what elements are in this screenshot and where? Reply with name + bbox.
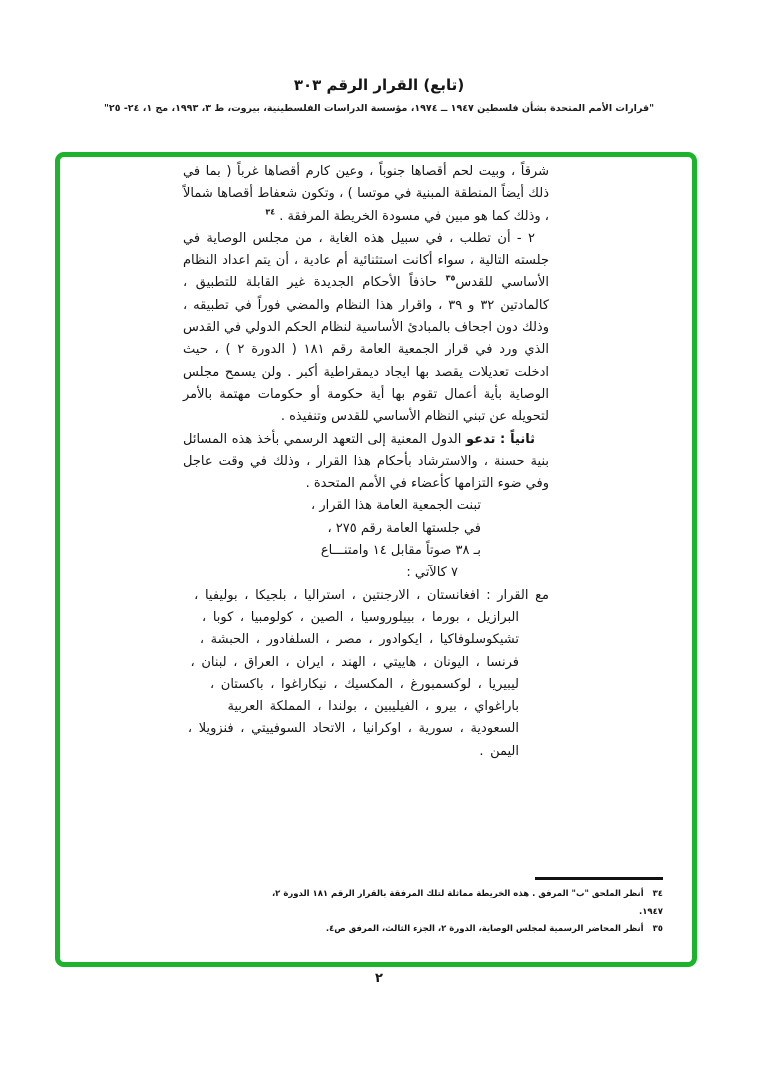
paragraph-secondly <box>183 429 549 496</box>
footnote-number: ٣٤ <box>652 889 663 899</box>
paragraph-text: حاذفاً الأحكام الجديدة غير القابلة للتطبيق ، كالمادتين ٣٢ و ٣٩ ، واقرار هذا النظام والمضي فوراً في تطبيقه ، وذلك دون اجحاف بالمبادئ الأساسية لنظام الحكم الدولي في القدس الذي ورد في قرار الجمعية العامة رقم ١٨١ ( الدورة ٢ ) ، حيث ادخلت تعديلات يقصد بها ايجاد ديمقراطية أكبر . ولن يسمح مجلس الوصاية بأية أعمال تقوم بها أية حكومة أو حكومات مهتمة بالأمر لتحويله عن تبني النظام الأساسي للقدس وتنفيذه . <box>183 275 550 425</box>
footnote-text: أنظر الملحق "ب" المرفق . هذه الخريطة مماثلة لتلك المرفقة بالقرار الرقم ١٨١ الدورة ٢، ١٩٤٧. <box>271 889 663 917</box>
paragraph-clause-2 <box>183 228 549 429</box>
vote-for-countries: افغانستان ، الارجنتين ، استراليا ، بلجيكا ، بوليفيا ، البرازيل ، بورما ، بييلوروسيا ، الصين ، كولومبيا ، كوبا ، تشيكوسلوفاكيا ، ايكوادور ، مصر ، السلفادور ، الحبشة ، فرنسا ، اليونان ، هاييتي ، الهند ، ايران ، العراق ، لبنان ، ليبيريا ، لوكسمبورغ ، المكسيك ، نيكاراغوا ، باكستان ، باراغواي ، بيرو ، الفيليبين ، بولندا ، المملكة العربية السعودية ، سورية ، اوكرانيا ، الاتحاد السوفييتي ، فنزويلا ، اليمن . <box>187 587 519 759</box>
footnote-35 <box>263 921 663 939</box>
footnote-separator <box>535 877 663 880</box>
vote-for-paragraph <box>183 585 549 763</box>
footnote-text: أنظر المحاضر الرسمية لمجلس الوصاية، الدورة ٢، الجزء الثالث، المرفق ص٤. <box>325 924 644 934</box>
paragraph-text: الدول المعنية إلى التعهد الرسمي بأخذ هذه المسائل بنية حسنة ، والاسترشاد بأحكام هذا القرار ، وذلك في وقت عاجل وفي ضوء التزامها كأعضاء في الأمم المتحدة . <box>183 431 549 492</box>
invites-keyword: تدعو <box>465 431 496 447</box>
source-citation: "قرارات الأمم المتحدة بشأن فلسطين ١٩٤٧ ــ ١٩٧٤، مؤسسة الدراسات الفلسطينية، بيروت، ط ٣، ١٩٩٣، مج ١، ٢٤- ٢٥" <box>103 103 655 114</box>
adoption-line: ٧ كالآتي : <box>406 565 458 581</box>
footnotes-block <box>263 877 663 939</box>
paragraph-map-boundaries <box>183 161 549 228</box>
footnote-ref-34: ٣٤ <box>265 207 276 217</box>
footnote-number: ٣٥ <box>652 924 663 934</box>
secondly-label: ثانياً : <box>500 431 536 447</box>
adoption-line: تبنت الجمعية العامة هذا القرار ، <box>311 498 481 514</box>
page-number: ٢ <box>375 971 383 986</box>
adoption-line: بـ ٣٨ صوتاً مقابل ١٤ وامتنـــاع <box>320 543 481 559</box>
adoption-block <box>183 495 481 584</box>
paragraph-text: ٢ - أن تطلب ، في سبيل هذه الغاية ، من مجلس الوصاية في جلسته التالية ، سواء أكانت استثنائية أم عادية ، أن يتم اعداد النظام الأساسي للقدس <box>183 230 549 291</box>
vote-for-label: مع القرار : <box>486 587 549 603</box>
adoption-line: في جلستها العامة رقم ٢٧٥ ، <box>327 520 481 536</box>
footnote-34 <box>263 886 663 921</box>
page-title: (تابع) القرار الرقم ٣٠٣ <box>293 76 465 94</box>
paragraph-text: شرقاً ، وبيت لحم أقصاها جنوباً ، وعين كارم أقصاها غرباً ( بما في ذلك أيضاً المنطقة المبنية في موتسا ) ، وتكون شعفاط أقصاها شمالاً ، وذلك كما هو مبين في مسودة الخريطة المرفقة . <box>183 164 549 224</box>
footnote-ref-35: ٣٥ <box>445 274 456 284</box>
resolution-text-column <box>183 161 549 763</box>
